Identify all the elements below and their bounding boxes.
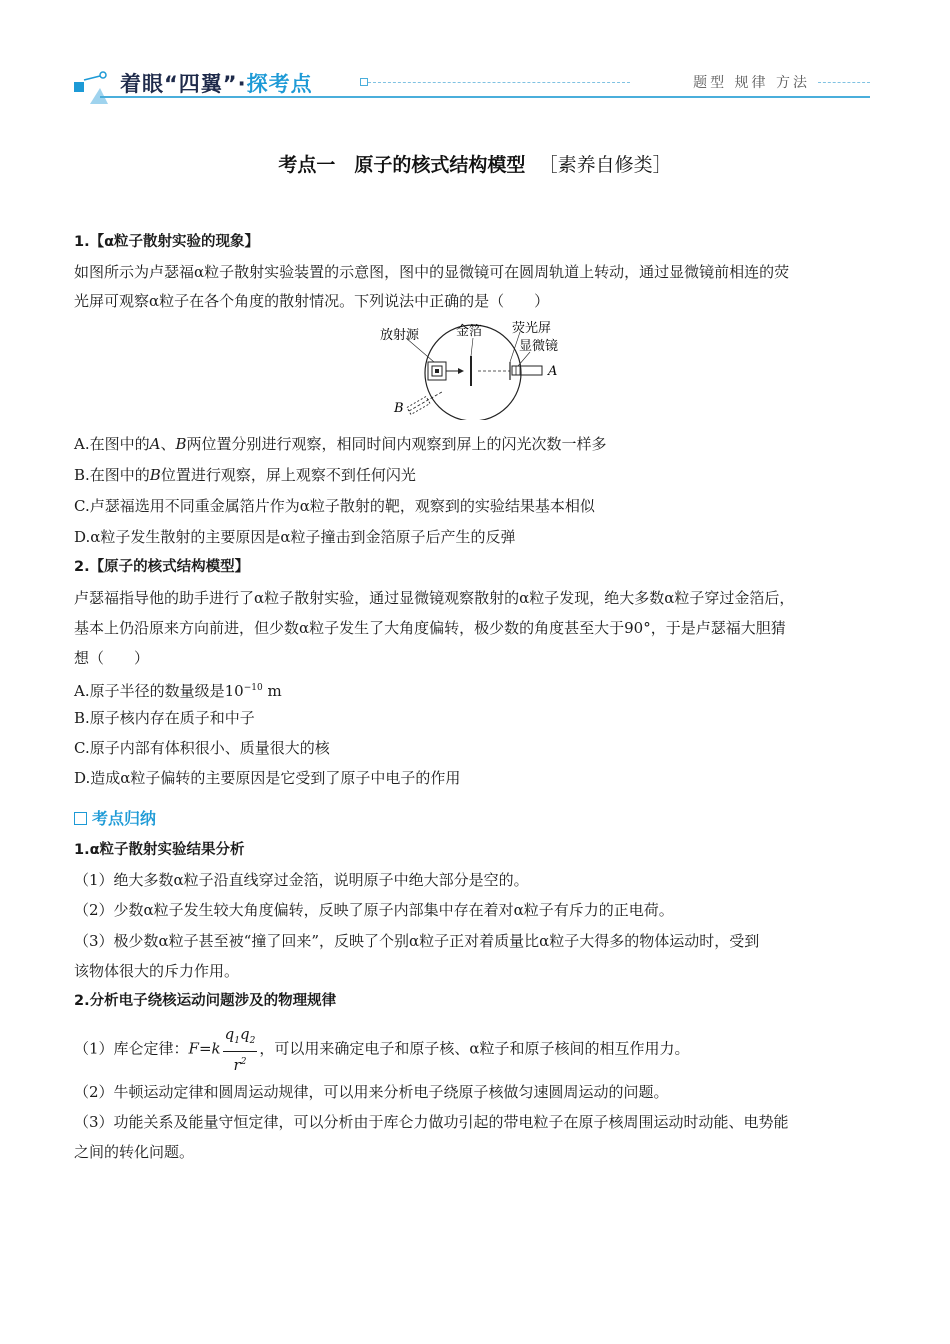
header-underline [100, 96, 870, 98]
summary-point-5: （2）牛顿运动定律和圆周运动规律，可以用来分析电子绕原子核做匀速圆周运动的问题。 [74, 1083, 669, 1101]
q2-heading: 2.【原子的核式结构模型】 [74, 559, 250, 575]
summary-point-1: （1）绝大多数α粒子沿直线穿过金箔，说明原子中绝大部分是空的。 [74, 871, 529, 889]
header-dashed-line-right [818, 82, 870, 83]
q2-stem-line1: 卢瑟福指导他的助手进行了α粒子散射实验，通过显微镜观察散射的α粒子发现，绝大多数α粒子穿过金箔后， [74, 589, 795, 607]
summary-point-3-line1: （3）极少数α粒子甚至被“撞了回来”，反映了个别α粒子正对着质量比α粒子大得多的物体运动时，受到 [74, 932, 760, 950]
summary-point-4: （1）库仑定律：F=k $\frac{q_1q_2}{r^2}$ ，可以用来确定电子和原子核、α粒子和原子核间的相互作用力。 [74, 1025, 690, 1074]
label-foil: 金箔 [456, 324, 483, 339]
label-b: B [394, 401, 404, 416]
q2-option-b: B.原子核内存在质子和中子 [74, 709, 255, 727]
q2-stem-line2: 基本上仍沿原来方向前进，但少数α粒子发生了大角度偏转，极少数的角度甚至大于90°，于是卢瑟福大胆猜 [74, 619, 786, 637]
header-dashed-line [368, 82, 630, 83]
q2-option-c: C.原子内部有体积很小、质量很大的核 [74, 739, 330, 757]
q1-option-a: A.在图中的A、B两位置分别进行观察，相同时间内观察到屏上的闪光次数一样多 [74, 435, 607, 453]
summary-point-2: （2）少数α粒子发生较大角度偏转，反映了原子内部集中存在着对α粒子有斥力的正电荷。 [74, 901, 674, 919]
q1-option-b: B.在图中的B位置进行观察，屏上观察不到任何闪光 [74, 466, 416, 484]
q2-option-d: D.造成α粒子偏转的主要原因是它受到了原子中电子的作用 [74, 769, 461, 787]
summary-point-6-line1: （3）功能关系及能量守恒定律，可以分析由于库仑力做功引起的带电粒子在原子核周围运动时动能、电势能 [74, 1113, 789, 1131]
q2-option-a: A.原子半径的数量级是$10^{-10}$ m [74, 682, 282, 700]
scattering-apparatus-diagram [378, 320, 578, 420]
header-square-marker [360, 78, 368, 86]
label-microscope: 显微镜 [519, 339, 559, 354]
summary-subheading-2: 2.分析电子绕核运动问题涉及的物理规律 [74, 993, 337, 1009]
header-title: 着眼“四翼”·探考点 [120, 72, 313, 96]
summary-point-6-line2: 之间的转化问题。 [74, 1143, 195, 1161]
q1-stem-line2: 光屏可观察α粒子在各个角度的散射情况。下列说法中正确的是（ ） [74, 292, 550, 310]
summary-point-3-line2: 该物体很大的斥力作用。 [74, 962, 240, 980]
q1-option-c: C.卢瑟福选用不同重金属箔片作为α粒子散射的靶，观察到的实验结果基本相似 [74, 497, 595, 515]
summary-title: 考点归纳 [74, 806, 156, 829]
q1-option-d: D.α粒子发生散射的主要原因是α粒子撞击到金箔原子后产生的反弹 [74, 528, 516, 546]
summary-box-icon [74, 812, 87, 825]
summary-subheading-1: 1.α粒子散射实验结果分析 [74, 842, 245, 858]
coulomb-fraction: $\frac{q_1q_2}{r^2}$ [224, 1025, 256, 1074]
q1-heading: 1.【α粒子散射实验的现象】 [74, 234, 260, 250]
header-tags: 题型 规律 方法 [693, 75, 810, 91]
label-source: 放射源 [380, 328, 420, 343]
section-title: 考点一 原子的核式结构模型 ［素养自修类］ [278, 154, 672, 176]
label-a: A [548, 364, 558, 379]
label-screen: 荧光屏 [512, 321, 552, 336]
header-decoration-icon [70, 66, 120, 106]
q1-stem-line1: 如图所示为卢瑟福α粒子散射实验装置的示意图，图中的显微镜可在圆周轨道上转动，通过显微镜前相连的荧 [74, 263, 790, 281]
q2-stem-line3: 想（ ） [74, 649, 150, 667]
page-header [70, 66, 870, 106]
